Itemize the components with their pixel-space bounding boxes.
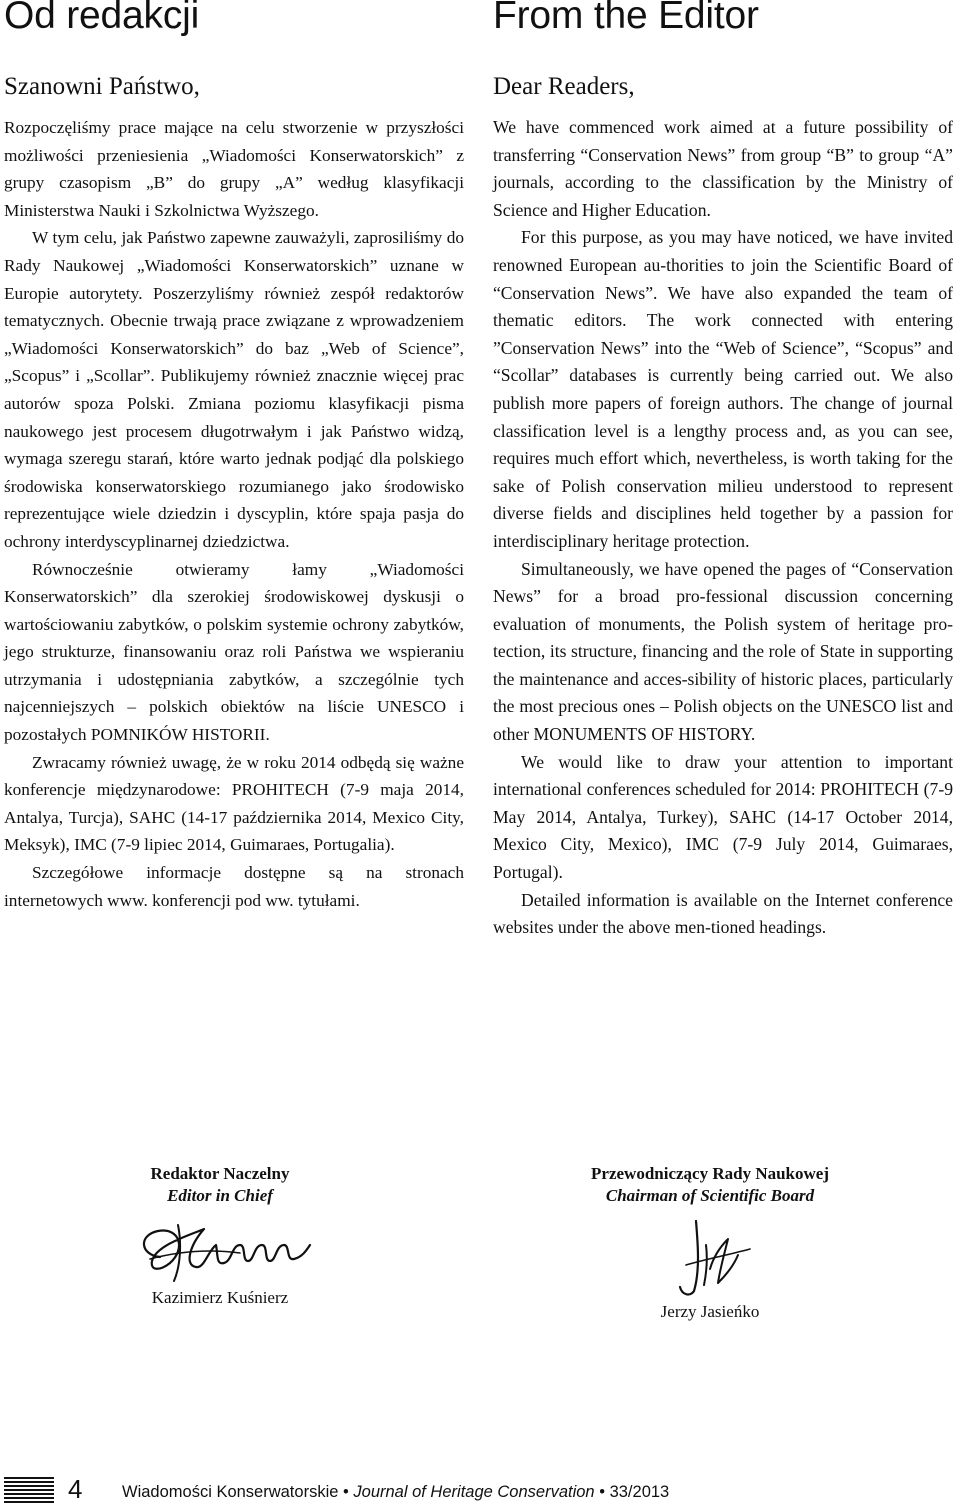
english-salutation: Dear Readers, — [493, 73, 635, 100]
page-number: 4 — [68, 1474, 83, 1504]
polish-paragraph-5: Szczegółowe informacje dostępne są na stronach internetowych www. konferencji pod ww. tytułami. — [4, 863, 464, 910]
polish-paragraph-3: Równocześnie otwieramy łamy „Wiadomości Konserwatorskich” dla szerokiej środowiskowej dyskusji o wartościowaniu zabytków, o polskim systemie ochrony zabytków, jego strukturze, finansowaniu oraz roli Państwa we wspieraniu utrzymania i udostępniania zabytków, a szczególnie tych najcenniejszych – polskich obiektów na liście UNESCO i pozostałych POMNIKÓW HISTORII. — [4, 559, 464, 745]
editor-signature-block — [10, 1163, 430, 1309]
stripes-icon — [4, 1477, 54, 1505]
bullet-separator: • — [599, 1483, 605, 1501]
chairman-signature-image — [610, 1215, 810, 1299]
english-paragraph-5: Detailed information is available on the Internet conference websites under the above men-tioned headings. — [493, 889, 953, 938]
editor-name: Kazimierz Kuśnierz — [151, 1288, 289, 1307]
journal-name-en: Journal of Heritage Conservation — [353, 1483, 595, 1501]
editor-title: Redaktor Naczelny — [150, 1164, 290, 1183]
polish-column — [4, 0, 464, 914]
polish-salutation: Szanowni Państwo, — [4, 73, 200, 100]
english-paragraph-3: Simultaneously, we have opened the pages of “Conservation News” for a broad pro-fessional discussion concerning evaluation of monuments, the Polish system of heritage pro-tection, its structure, financing and the role of State in supporting the maintenance and acces-sibility of historic places, particularly the most precious ones – Polish objects on the UNESCO list and other MONUMENTS OF HISTORY. — [493, 558, 953, 745]
journal-citation — [122, 1481, 669, 1503]
polish-paragraph-4: Zwracamy również uwagę, że w roku 2014 odbędą się ważne konferencje międzynarodowe: PROHITECH (7-9 maja 2014, Antalya, Turcja), SAHC (14-17 października 2014, Mexico City, Meksyk), IMC (7-9 lipiec 2014, Guimaraes, Portugalia). — [4, 752, 464, 855]
english-paragraph-1: We have commenced work aimed at a future possibility of transferring “Conservation News” from group “B” to group “A” journals, according to the classification by the Ministry of Science and Higher Education. — [493, 117, 953, 220]
english-paragraph-4: We would like to draw your attention to important international conferences scheduled for 2014: PROHITECH (7-9 May 2014, Antalya, Turkey), SAHC (14-17 October 2014, Mexico City, Mexico), IMC (7-9 July 2014, Guimaraes, Portugal). — [493, 751, 953, 883]
polish-body — [4, 114, 464, 914]
bullet-separator: • — [343, 1483, 349, 1501]
chairman-signature-block — [500, 1163, 920, 1323]
polish-paragraph-2: W tym celu, jak Państwo zapewne zauważyli, zaprosiliśmy do Rady Naukowej „Wiadomości Konserwatorskich” uznane w Europie autorytety. Poszerzyliśmy również zespół redaktorów tematycznych. Obecnie trwają prace związane z wprowadzeniem „Wiadomości Konserwatorskich” do baz „Web of Science”, „Scopus” i „Scollar”. Publikujemy również znacznie więcej prac autorów spoza Polski. Zmiana poziomu klasyfikacji pisma naukowego jest procesem długotrwałym i jak Państwo widzą, wymaga szeregu starań, które warto jednak podjąć dla polskiego środowiska konserwatorskiego rozumianego jako środowisko reprezentujące wiele dziedzin i dyscyplin, które spaja pasja do ochrony interdyscyplinarnej dziedzictwa. — [4, 228, 464, 551]
editor-signature-image — [120, 1215, 320, 1285]
polish-heading: Od redakcji — [4, 0, 200, 37]
polish-paragraph-1: Rozpoczęliśmy prace mające na celu stworzenie w przyszłości możliwości przeniesienia „Wiadomości Konserwatorskich” z grupy czasopism „B” do grupy „A” według klasyfikacji Ministerstwa Nauki i Szkolnictwa Wyższego. — [4, 118, 464, 220]
page-footer — [4, 1474, 954, 1508]
english-column — [493, 0, 953, 942]
editor-subtitle: Editor in Chief — [167, 1186, 273, 1205]
journal-name-pl: Wiadomości Konserwatorskie — [122, 1483, 339, 1501]
english-heading: From the Editor — [493, 0, 759, 37]
issue-number: 33/2013 — [609, 1483, 670, 1501]
english-paragraph-2: For this purpose, as you may have noticed, we have invited renowned European au-thorities to join the Scientific Board of “Conservation News”. We have also expanded the team of thematic editors. The work connected with entering ”Conservation News” into the “Web of Science”, “Scopus” and “Scollar” databases is currently being carried out. We also publish more papers of foreign authors. The change of journal classification level is a lengthy process and, as you can see, requires much effort which, nevertheless, is worth taking for the sake of Polish conservation milieu understood to represent diverse fields and disciplines held together by a passion for interdisciplinary heritage protection. — [493, 227, 953, 551]
chairman-title: Przewodniczący Rady Naukowej — [591, 1164, 829, 1183]
english-body — [493, 114, 953, 942]
chairman-subtitle: Chairman of Scientific Board — [605, 1186, 815, 1205]
chairman-name: Jerzy Jasieńko — [660, 1302, 760, 1321]
